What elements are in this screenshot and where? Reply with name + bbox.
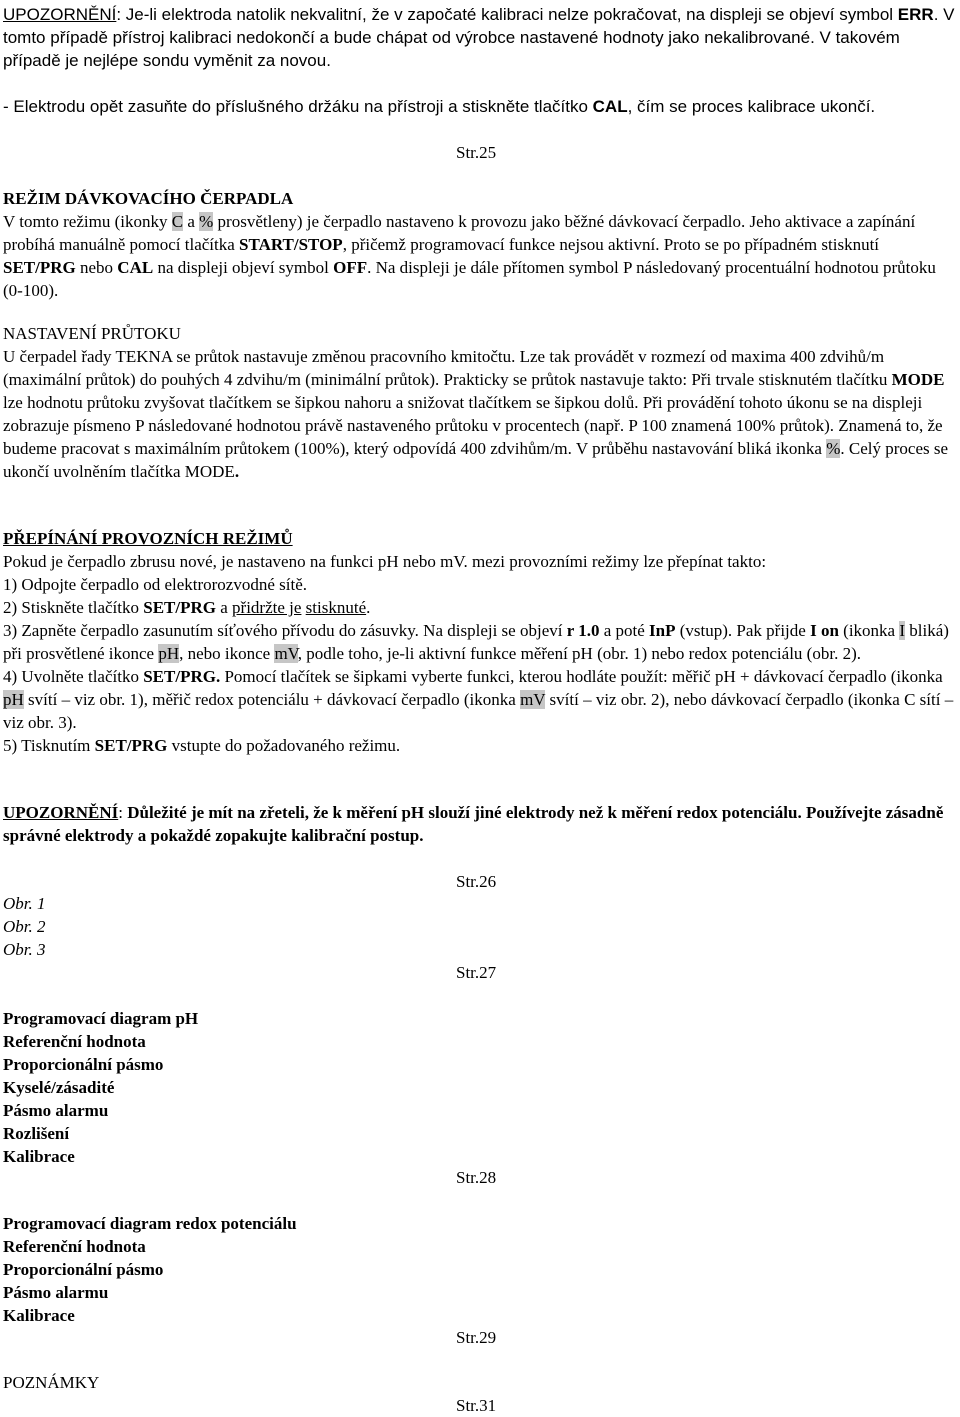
warning-bottom-label: UPOZORNĚNÍ (3, 803, 119, 822)
redox-diagram-item: Referenční hodnota (3, 1237, 146, 1256)
switching-section (3, 527, 956, 757)
ph-diagram-item: Rozlišení (3, 1124, 70, 1143)
ph-diagram (3, 1007, 956, 1168)
redox-diagram (3, 1212, 956, 1327)
ph-diagram-item: Kalibrace (3, 1147, 75, 1166)
ph-diagram-title: Programovací diagram pH (3, 1009, 199, 1028)
switching-heading: PŘEPÍNÁNÍ PROVOZNÍCH REŽIMŮ (3, 529, 293, 548)
page-number-25: Str.25 (456, 143, 497, 162)
redox-diagram-item: Kalibrace (3, 1306, 75, 1325)
dosing-mode-heading: REŽIM DÁVKOVACÍHO ČERPADLA (3, 189, 294, 208)
warning-top-label: UPOZORNĚNÍ (3, 5, 117, 24)
percent-icon-label: % (199, 212, 214, 231)
flow-text: U čerpadel řady TEKNA se průtok nastavuje změnou pracovního kmitočtu. Lze tak provádět v rozmezí od maxima 400 zdvihů/m (maximální průtok) do pouhých 4 zdvihu/m (minimální průtok). Prakticky se průtok nastavuje takto: Při trvale stisknutém tlačítku MODE lze hodnotu průtoku zvyšovat tlačítkem se šipkou nahoru a snižovat tlačítkem se šipkou dolů. Při provádění tohoto úkonu se na displeji zobrazuje písmeno P následované hodnotou právě nastaveného průtoku v procentech (např. P 100 znamená 100% průtok). Znamená to, že budeme pracovat s maximálním průtokem (100%), který odpovídá 400 zdvihům/m. V průběhu nastavování bliká ikonka %. Celý proces se ukončí uvolněním tlačítka MODE. (3, 347, 949, 481)
redox-diagram-title: Programovací diagram redox potenciálu (3, 1214, 297, 1233)
step-5: 5) Tisknutím SET/PRG vstupte do požadovaného režimu. (3, 736, 401, 755)
dosing-mode-text: V tomto režimu (ikonky C a % prosvětleny) je čerpadlo nastaveno k provozu jako běžné dávkovací čerpadlo. Jeho aktivace a zapínání probíhá manuálně pomocí tlačítka START/STOP, přičemž programovací funkce nejsou aktivní. Proto se po případném stisknutí SET/PRG nebo CAL na displeji objeví symbol OFF. Na displeji je dále přítomen symbol P následovaný procentuální hodnotou průtoku (0-100). (3, 212, 936, 300)
ph-diagram-item: Kyselé/zásadité (3, 1078, 115, 1097)
dosing-mode-section (3, 187, 956, 302)
page-number-27: Str.27 (456, 963, 497, 982)
figure-list (3, 892, 956, 961)
figure-1: Obr. 1 (3, 894, 46, 913)
redox-diagram-item: Proporcionální pásmo (3, 1260, 164, 1279)
switching-intro: Pokud je čerpadlo zbrusu nové, je nastaveno na funkci pH nebo mV. mezi provozními režimy lze přepínat takto: (3, 552, 767, 571)
step-4: 4) Uvolněte tlačítko SET/PRG. Pomocí tlačítek se šipkami vyberte funkci, kterou hodláte použít: měřič pH + dávkovací čerpadlo (ikonka pH svítí – viz obr. 1), měřič redox potenciálu + dávkovací čerpadlo (ikonka mV svítí – viz obr. 2), nebo dávkovací čerpadlo (ikonka C sítí – viz obr. 3). (3, 667, 954, 732)
step-2: 2) Stiskněte tlačítko SET/PRG a přidržte je stisknuté. (3, 598, 371, 617)
insert-electrode-instruction: - Elektrodu opět zasuňte do příslušného držáku na přístroji a stiskněte tlačítko CAL, čím se proces kalibrace ukončí. (3, 97, 876, 116)
page-number-28: Str.28 (456, 1168, 497, 1187)
redox-diagram-item: Pásmo alarmu (3, 1283, 109, 1302)
figure-2: Obr. 2 (3, 917, 46, 936)
page-number-26: Str.26 (456, 872, 497, 891)
percent-icon-label: % (826, 439, 841, 458)
ph-diagram-item: Proporcionální pásmo (3, 1055, 164, 1074)
warning-bottom: UPOZORNĚNÍ: Důležité je mít na zřeteli, že k měření pH slouží jiné elektrody než k měření redox potenciálu. Používejte zásadně správné elektrody a pokaždé zopakujte kalibrační postup. (3, 803, 944, 845)
notes-heading: POZNÁMKY (3, 1373, 100, 1392)
ph-diagram-item: Pásmo alarmu (3, 1101, 109, 1120)
page-number-31: Str.31 (456, 1396, 497, 1415)
flow-section (3, 322, 956, 483)
warning-top: UPOZORNĚNÍ: Je-li elektroda natolik nekvalitní, že v započaté kalibraci nelze pokračovat, na displeji se objeví symbol ERR. V tomto případě přístroj kalibraci nedokončí a bude chápat od výrobce nastavené hodnoty jako nekalibrované. V takovém případě je nejlépe sondu vyměnit za novou. (3, 5, 955, 70)
figure-3: Obr. 3 (3, 940, 46, 959)
step-3: 3) Zapněte čerpadlo zasunutím síťového přívodu do zásuvky. Na displeji se objeví r 1.0 a poté InP (vstup). Pak přijde I on (ikonka I bliká) při prosvětlené ikonce pH, nebo ikonce mV, podle toho, je-li aktivní funkce měření pH (obr. 1) nebo redox potenciálu (obr. 2). (3, 621, 949, 663)
err-symbol: ERR (897, 5, 934, 24)
flow-heading: NASTAVENÍ PRŮTOKU (3, 324, 181, 343)
page-number-29: Str.29 (456, 1328, 497, 1347)
c-icon-label: C (171, 212, 184, 231)
ph-diagram-item: Referenční hodnota (3, 1032, 146, 1051)
step-1: 1) Odpojte čerpadlo od elektrorozvodné sítě. (3, 575, 308, 594)
